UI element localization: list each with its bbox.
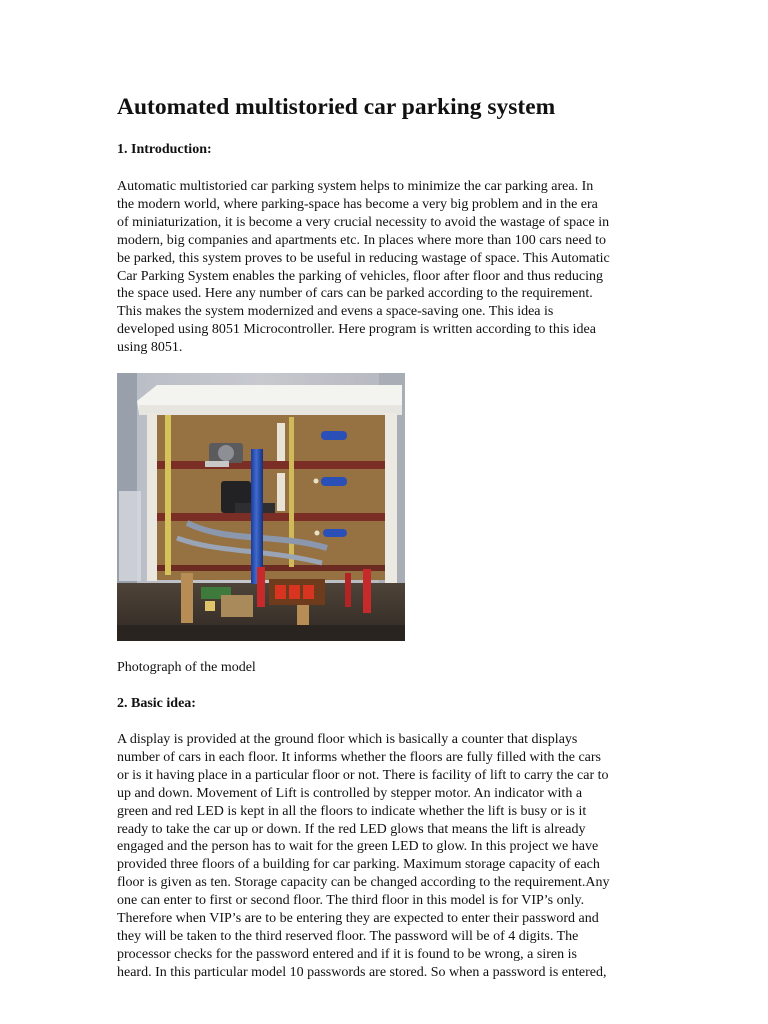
introduction-paragraph xyxy=(117,178,657,357)
paragraph-line: Car Parking System enables the parking of vehicles, floor after floor and thus reducing xyxy=(117,268,603,284)
paragraph-line: one can enter to first or second floor. The third floor in this model is for VIP’s only. xyxy=(117,893,585,909)
paragraph-line: This makes the system modernized and evens a space-saving one. This idea is xyxy=(117,304,554,320)
paragraph-line: Therefore when VIP’s are to be entering they are expected to enter their password and xyxy=(117,911,599,927)
paragraph-line: provided three floors of a building for car parking. Maximum storage capacity of each xyxy=(117,857,600,873)
paragraph-line: using 8051. xyxy=(117,340,183,356)
paragraph-line: ready to take the car up or down. If the red LED glows that means the lift is already xyxy=(117,821,586,837)
model-photograph xyxy=(117,373,405,641)
paragraph-line: modern, big companies and apartments etc. In places where more than 100 cars need to xyxy=(117,232,607,248)
paragraph-line: number of cars in each floor. It informs whether the floors are fully filled with the cars xyxy=(117,749,602,765)
paragraph-line: developed using 8051 Microcontroller. Here program is written according to this idea xyxy=(117,322,596,338)
paragraph-line: heard. In this particular model 10 passwords are stored. So when a password is entered, xyxy=(117,964,607,980)
paragraph-line: the modern world, where parking-space has become a very big problem and in the era xyxy=(117,196,598,212)
basic-idea-paragraph xyxy=(117,731,657,982)
paragraph-line: A display is provided at the ground floor which is basically a counter that displays xyxy=(117,732,578,747)
paragraph-line: engaged and the person has to wait for the green LED to glow. In this project we have xyxy=(117,839,599,855)
paragraph-line: processor checks for the password entered and if it is found to be wrong, a siren is xyxy=(117,946,577,962)
document-title: Automated multistoried car parking system xyxy=(117,94,556,120)
paragraph-line: Automatic multistoried car parking system helps to minimize the car parking area. In xyxy=(117,179,594,194)
paragraph-line: floor is given as ten. Storage capacity can be changed according to the requirement.Any xyxy=(117,875,610,891)
section-heading-basic-idea: 2. Basic idea: xyxy=(117,696,196,711)
paragraph-line: green and red LED is kept in all the floors to indicate whether the lift is busy or is it xyxy=(117,803,587,819)
paragraph-line: be parked, this system proves to be useful in reducing wastage of space. This Automatic xyxy=(117,250,610,266)
paragraph-line: or is it having place in a particular floor or not. There is facility of lift to carry the car to xyxy=(117,767,609,783)
paragraph-line: up and down. Movement of Lift is controlled by stepper motor. An indicator with a xyxy=(117,785,583,801)
paragraph-line: of miniaturization, it is become a very crucial necessity to avoid the wastage of space in xyxy=(117,214,610,230)
section-heading-introduction: 1. Introduction: xyxy=(117,142,212,157)
figure-caption: Photograph of the model xyxy=(117,660,256,675)
paragraph-line: they will be taken to the third reserved floor. The password will be of 4 digits. The xyxy=(117,928,579,944)
paragraph-line: the space used. Here any number of cars can be parked according to the requirement. xyxy=(117,286,593,302)
